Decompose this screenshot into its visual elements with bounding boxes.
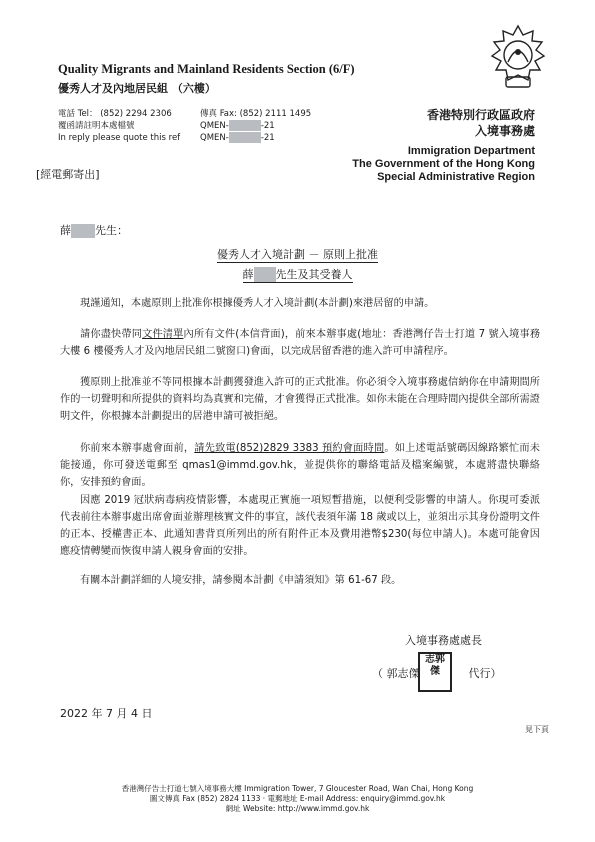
reference-label-en: In reply please quote this ref — [58, 133, 181, 143]
paragraph-covid-measure: 因應 2019 冠狀病毒病疫情影響，本處現正實施一項短暫措施，以便利受影響的申請人。你現可委派代表前往本辦事處出席會面並辦理核實文件的事宜，該代表須年滿 18 歲或以上，並須出示其身份證明文件的正本、授權書正本、此通知書背頁所列出的所有附件正本及費用港幣$230(每位申請人)。本處可能會因應疫情轉變而恢復申請人親身會面的安排。 — [60, 495, 540, 557]
signatory-name: （ 郭志傑 代行） — [372, 667, 502, 680]
reference-labels — [58, 108, 180, 144]
subject-line-1: 優秀人才入境計劃 － 原則上批准 — [217, 248, 378, 261]
reference-number-2: QMEN- -21 — [200, 133, 275, 143]
department-name-zh: 香港特別行政區政府 入境事務處 — [426, 108, 535, 138]
subject-line-2: 薛 先生及其受養人 — [242, 268, 353, 281]
section-name-en: Quality Migrants and Mainland Residents Section (6/F) — [58, 62, 355, 76]
signatory-title: 入境事務處處長 — [405, 634, 482, 647]
redacted-block — [71, 224, 95, 238]
salutation: 薛 先生： — [60, 224, 128, 237]
redacted-block — [229, 132, 261, 143]
redacted-block — [229, 120, 261, 131]
immigration-department-crest-icon — [482, 22, 554, 94]
paragraph-reference: 有關本計劃詳細的人境安排，請參閱本計劃《申請須知》第 61-67 段。 — [80, 575, 402, 586]
sent-by-email-note: [經電郵寄出] — [36, 168, 100, 181]
fax-number: 傳真 Fax: (852) 2111 1495 — [200, 109, 312, 119]
paragraph-appointment: 你前來本辦事處會面前，請先致電(852)2829 3383 預約會面時間。如上述電話號碼因線路繁忙而未能接通，你可發送電郵至 qmas1@immd.gov.hk，並提供你的聯絡電話及檔案編號，本處將盡快聯絡你，安排預約會面。 — [60, 443, 540, 488]
telephone-number: 電話 Tel： (852) 2294 2306 — [58, 109, 172, 119]
reference-number-1: QMEN- -21 — [200, 121, 275, 131]
please-turn-over-note: 見下頁 — [525, 725, 549, 734]
reference-values — [200, 108, 311, 144]
signature-seal: 志郭 傑 — [418, 652, 452, 692]
footer-address: 香港灣仔告士打道七號入境事務大樓 Immigration Tower, 7 Gloucester Road, Wan Chai, Hong Kong 圖文傳真 Fax (852) 2824 1133 · 電郵地址 E-mail Address: enquiry@immd.gov.hk 網址 Website: http://www.immd.gov.hk — [121, 784, 474, 813]
paragraph-documents: 請你盡快帶同文件清單內所有文件(本信背面)，前來本辦事處(地址：香港灣仔告士打道 7 號入境事務大樓 6 樓優秀人才及內地居民組二號窗口)會面，以完成居留香港的進入許可申請程序。 — [60, 329, 541, 357]
letter-date: 2022 年 7 月 4 日 — [60, 707, 153, 720]
redacted-block — [254, 267, 276, 283]
reference-label-zh: 覆函請註明本處檔號 — [58, 121, 135, 131]
section-name-zh: 優秀人才及內地居民組 （六樓） — [58, 82, 216, 95]
paragraph-approval: 現謹通知，本處原則上批准你根據優秀人才入境計劃(本計劃)來港居留的申請。 — [80, 298, 435, 309]
paragraph-conditions: 獲原則上批准並不等同根據本計劃獲發進入許可的正式批准。你必須令入境事務處信納你在申請期間所作的一切聲明和所提供的資料均為真實和完備，才會獲得正式批准。如你未能在合理時間內提供全部所需證明文件，你根據本計劃提出的居港申請可被拒絕。 — [60, 377, 540, 422]
department-name-en: Immigration Department The Government of the Hong Kong Special Administrative Region — [352, 145, 535, 183]
